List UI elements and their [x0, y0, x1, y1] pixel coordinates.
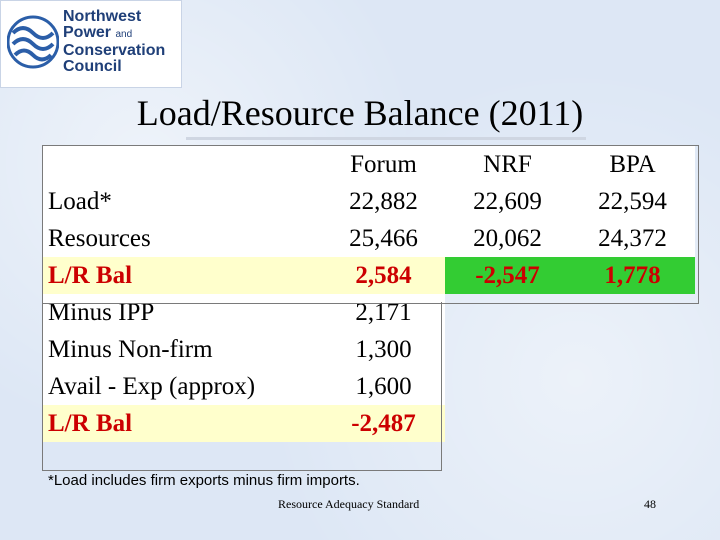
cell-nrf: 20,062 — [445, 220, 570, 257]
row-label: Minus IPP — [42, 294, 322, 331]
cell-forum: 1,600 — [322, 368, 445, 405]
cell-forum: 1,300 — [322, 331, 445, 368]
cell-forum: 2,171 — [322, 294, 445, 331]
cell-bpa: 22,594 — [570, 183, 695, 220]
logo-line-3: Conservation — [63, 42, 166, 59]
slide-title: Load/Resource Balance (2011) — [136, 93, 584, 133]
cell-forum: 2,584 — [322, 257, 445, 294]
table-row-avail-exp — [42, 368, 695, 405]
row-label: Load* — [42, 183, 322, 220]
table-row-minus-nonfirm — [42, 331, 695, 368]
footer-text: Resource Adequacy Standard — [278, 497, 420, 511]
table-row-minus-ipp — [42, 294, 695, 331]
title-divider — [186, 137, 586, 140]
cell-bpa: 1,778 — [570, 257, 695, 294]
cell-forum: 22,882 — [322, 183, 445, 220]
header-blank — [42, 145, 322, 183]
column-header-bpa: BPA — [570, 145, 695, 183]
table-row-lr-balance-final — [42, 405, 695, 442]
table-row-lr-balance — [42, 257, 695, 294]
row-label: L/R Bal — [42, 405, 322, 442]
header-row — [42, 145, 695, 183]
table-row-resources — [42, 220, 695, 257]
row-label: Avail - Exp (approx) — [42, 368, 322, 405]
logo-line-4: Council — [63, 58, 122, 75]
column-header-forum: Forum — [322, 145, 445, 183]
cell-nrf: 22,609 — [445, 183, 570, 220]
wave-logo-icon — [7, 11, 59, 73]
logo-line-1: Northwest — [63, 8, 142, 25]
page-number: 48 — [644, 497, 656, 511]
cell-forum: -2,487 — [322, 405, 445, 442]
row-label: Resources — [42, 220, 322, 257]
logo-line-2: Power and — [63, 24, 133, 41]
column-header-nrf: NRF — [445, 145, 570, 183]
balance-table — [42, 145, 695, 442]
row-label: Minus Non-firm — [42, 331, 322, 368]
cell-bpa: 24,372 — [570, 220, 695, 257]
cell-nrf: -2,547 — [445, 257, 570, 294]
footnote: *Load includes firm exports minus firm imports. — [48, 472, 360, 489]
table-row-load — [42, 183, 695, 220]
row-label: L/R Bal — [42, 257, 322, 294]
cell-forum: 25,466 — [322, 220, 445, 257]
council-logo — [0, 0, 182, 88]
